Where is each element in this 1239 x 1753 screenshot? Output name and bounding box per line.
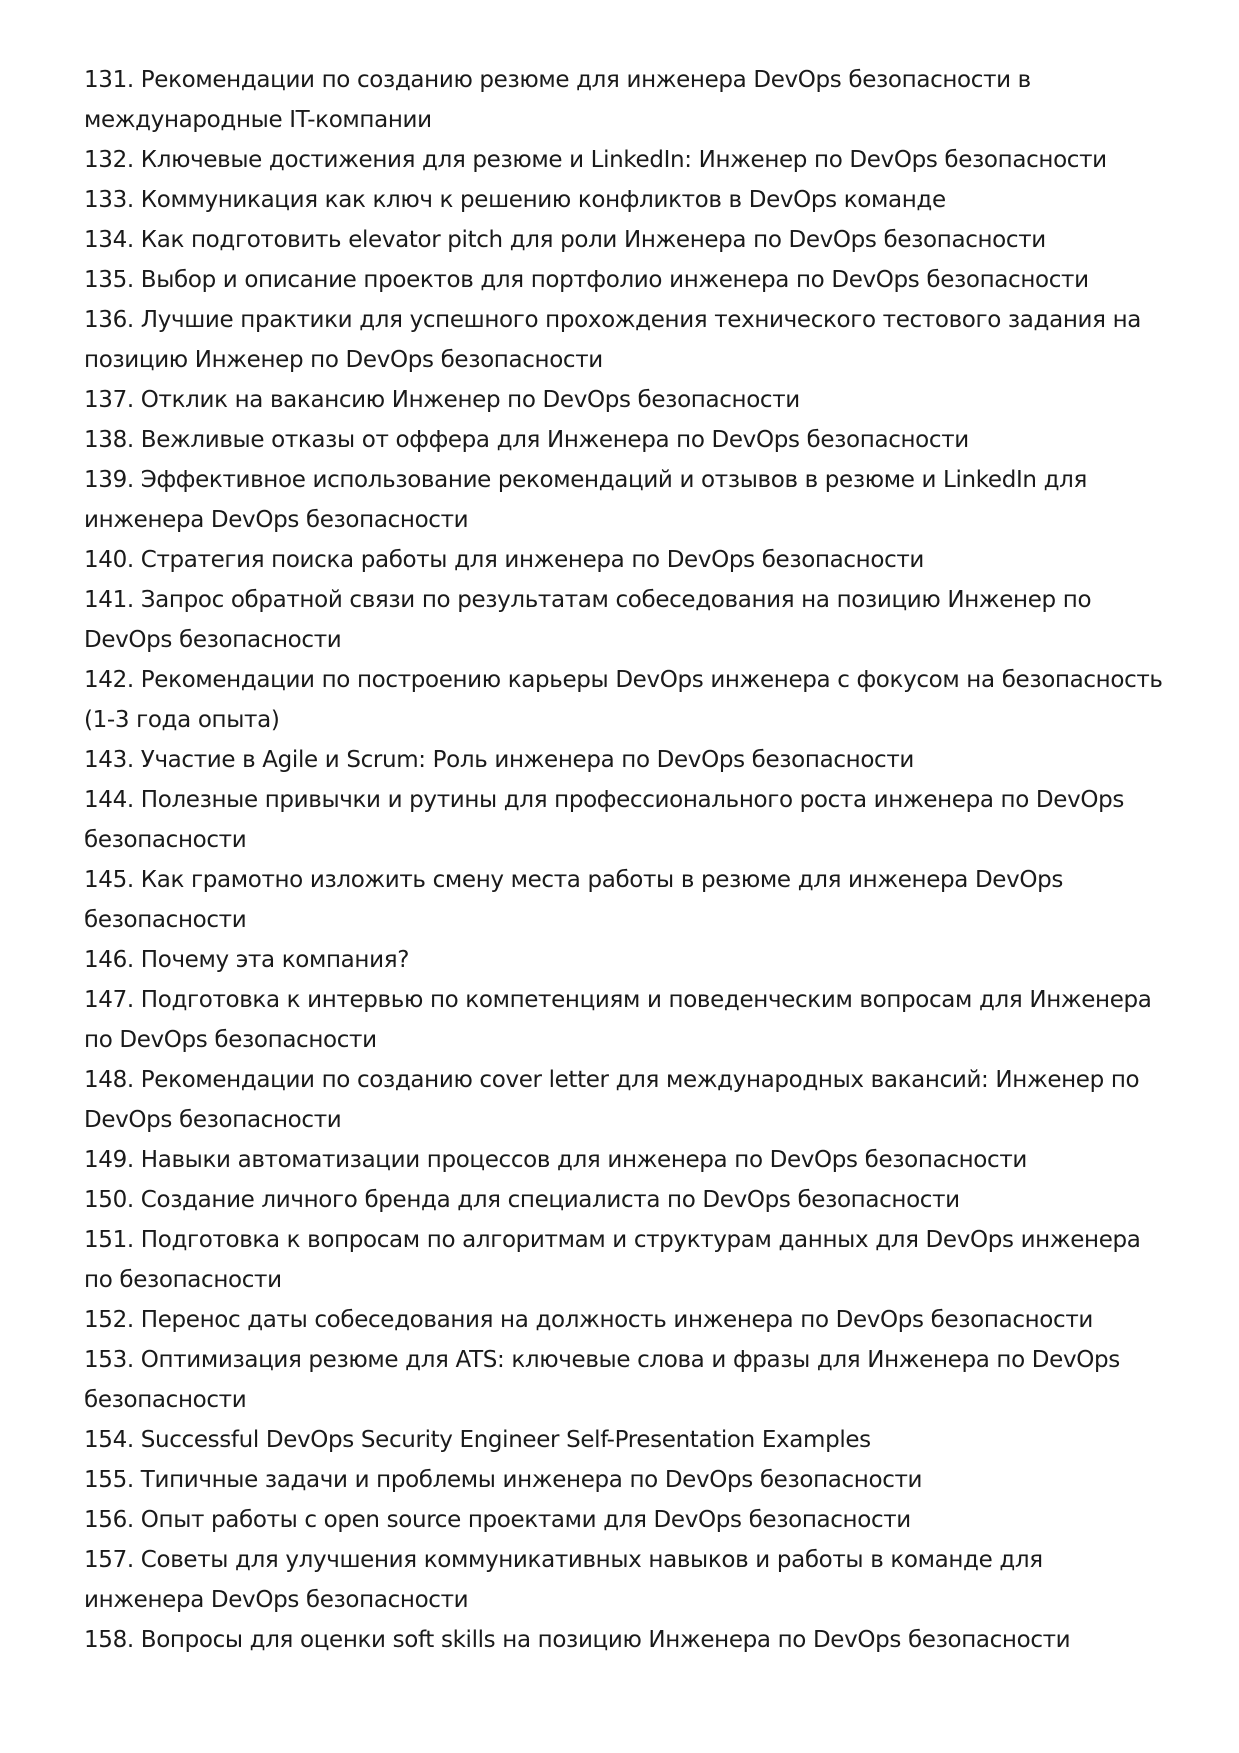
list-item: 147. Подготовка к интервью по компетенциям и поведенческим вопросам для Инженера по DevOps безопасности [84,987,1152,1053]
list-item: 140. Стратегия поиска работы для инженера по DevOps безопасности [84,547,925,573]
list-item: 137. Отклик на вакансию Инженер по DevOps безопасности [84,387,800,413]
list-item: 146. Почему эта компания? [84,947,410,973]
list-item: 138. Вежливые отказы от оффера для Инженера по DevOps безопасности [84,427,969,453]
list-item: 149. Навыки автоматизации процессов для инженера по DevOps безопасности [84,1147,1027,1173]
list-item: 154. Successful DevOps Security Engineer Self-Presentation Examples [84,1427,871,1453]
list-item: 145. Как грамотно изложить смену места работы в резюме для инженера DevOps безопасности [84,867,1064,933]
list-item: 135. Выбор и описание проектов для портфолио инженера по DevOps безопасности [84,267,1089,293]
list-item: 144. Полезные привычки и рутины для профессионального роста инженера по DevOps безопасности [84,787,1124,853]
list-item: 134. Как подготовить elevator pitch для роли Инженера по DevOps безопасности [84,227,1046,253]
list-item: 132. Ключевые достижения для резюме и LinkedIn: Инженер по DevOps безопасности [84,147,1107,173]
list-item: 150. Создание личного бренда для специалиста по DevOps безопасности [84,1187,960,1213]
list-item: 136. Лучшие практики для успешного прохождения технического тестового задания на позицию Инженер по DevOps безопасности [84,307,1142,373]
list-item: 139. Эффективное использование рекомендаций и отзывов в резюме и LinkedIn для инженера DevOps безопасности [84,467,1087,533]
list-item: 158. Вопросы для оценки soft skills на позицию Инженера по DevOps безопасности [84,1627,1071,1653]
list-item: 157. Советы для улучшения коммуникативных навыков и работы в команде для инженера DevOps безопасности [84,1547,1043,1613]
list-item: 141. Запрос обратной связи по результатам собеседования на позицию Инженер по DevOps безопасности [84,587,1092,653]
list-item: 143. Участие в Agile и Scrum: Роль инженера по DevOps безопасности [84,747,914,773]
list-item: 133. Коммуникация как ключ к решению конфликтов в DevOps команде [84,187,946,213]
list-item: 152. Перенос даты собеседования на должность инженера по DevOps безопасности [84,1307,1093,1333]
list-item: 131. Рекомендации по созданию резюме для инженера DevOps безопасности в международные IT-компании [84,67,1031,133]
topic-list [84,60,1164,1660]
list-item: 155. Типичные задачи и проблемы инженера по DevOps безопасности [84,1467,923,1493]
list-item: 148. Рекомендации по созданию cover letter для международных вакансий: Инженер по DevOps безопасности [84,1067,1140,1133]
list-item: 156. Опыт работы с open source проектами для DevOps безопасности [84,1507,911,1533]
list-item: 151. Подготовка к вопросам по алгоритмам и структурам данных для DevOps инженера по безопасности [84,1227,1141,1293]
list-item: 142. Рекомендации по построению карьеры DevOps инженера с фокусом на безопасность (1-3 года опыта) [84,667,1163,733]
list-item: 153. Оптимизация резюме для ATS: ключевые слова и фразы для Инженера по DevOps безопасности [84,1347,1120,1413]
